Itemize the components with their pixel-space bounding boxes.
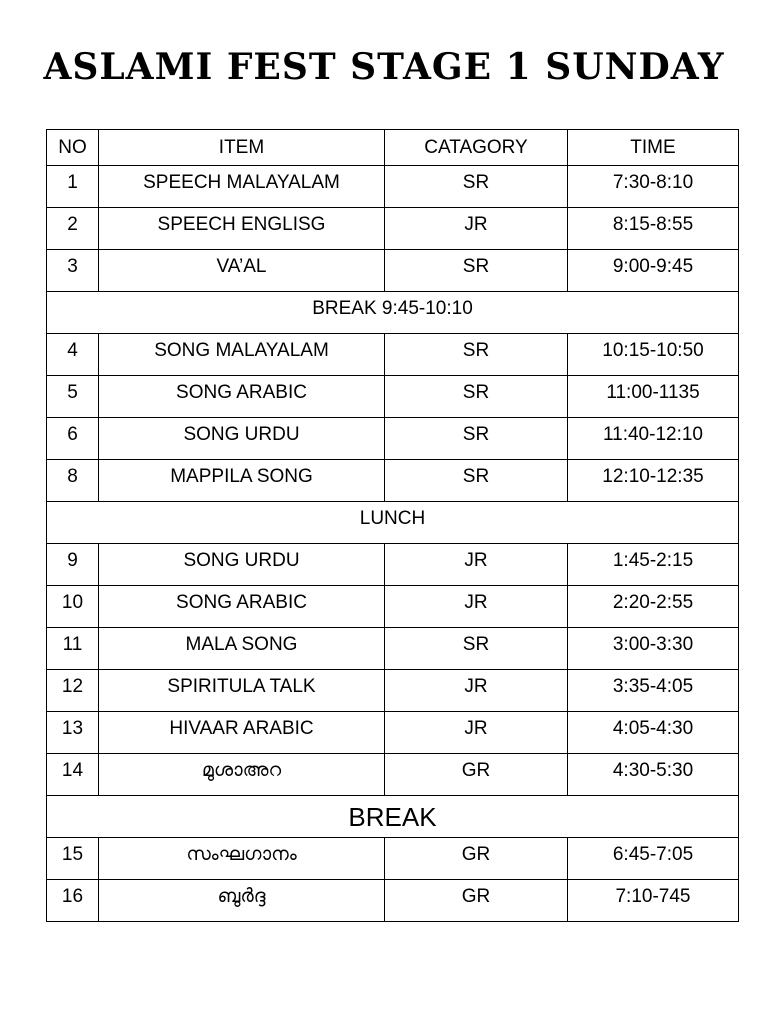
table-row: [47, 334, 739, 376]
row-item: MAPPILA SONG: [99, 460, 385, 502]
row-no: 15: [47, 838, 99, 880]
row-no: 1: [47, 166, 99, 208]
table-row: [47, 628, 739, 670]
row-category: SR: [385, 376, 568, 418]
row-no: 11: [47, 628, 99, 670]
row-category: SR: [385, 418, 568, 460]
row-no: 14: [47, 754, 99, 796]
row-category: JR: [385, 544, 568, 586]
row-item: SONG URDU: [99, 544, 385, 586]
table-row: [47, 166, 739, 208]
row-item: സംഘഗാനം: [99, 838, 385, 880]
row-no: 16: [47, 880, 99, 922]
row-no: 2: [47, 208, 99, 250]
row-item: SPIRITULA TALK: [99, 670, 385, 712]
lunch-label: LUNCH: [47, 502, 739, 544]
row-time: 11:40-12:10: [568, 418, 739, 460]
row-category: GR: [385, 838, 568, 880]
row-item: ബുർദ്ദ: [99, 880, 385, 922]
row-item: SONG ARABIC: [99, 376, 385, 418]
row-time: 4:05-4:30: [568, 712, 739, 754]
table-row: [47, 712, 739, 754]
row-time: 4:30-5:30: [568, 754, 739, 796]
table-row: [47, 376, 739, 418]
table-row: [47, 418, 739, 460]
row-no: 9: [47, 544, 99, 586]
break-row: [47, 502, 739, 544]
table-row: [47, 250, 739, 292]
row-category: SR: [385, 460, 568, 502]
row-time: 7:10-745: [568, 880, 739, 922]
row-no: 6: [47, 418, 99, 460]
row-time: 2:20-2:55: [568, 586, 739, 628]
row-category: JR: [385, 586, 568, 628]
row-no: 4: [47, 334, 99, 376]
break-row: [47, 292, 739, 334]
row-time: 1:45-2:15: [568, 544, 739, 586]
row-item: SONG ARABIC: [99, 586, 385, 628]
header-item: ITEM: [99, 130, 385, 166]
break-row: [47, 796, 739, 838]
row-item: SPEECH ENGLISG: [99, 208, 385, 250]
row-time: 8:15-8:55: [568, 208, 739, 250]
row-no: 5: [47, 376, 99, 418]
row-category: JR: [385, 670, 568, 712]
break-label: BREAK: [47, 796, 739, 838]
row-time: 9:00-9:45: [568, 250, 739, 292]
row-no: 13: [47, 712, 99, 754]
row-item: മുശാഅറ: [99, 754, 385, 796]
row-item: HIVAAR ARABIC: [99, 712, 385, 754]
table-row: [47, 838, 739, 880]
header-no: NO: [47, 130, 99, 166]
row-time: 12:10-12:35: [568, 460, 739, 502]
row-category: JR: [385, 208, 568, 250]
row-no: 8: [47, 460, 99, 502]
table-row: [47, 208, 739, 250]
table-row: [47, 544, 739, 586]
row-item: MALA SONG: [99, 628, 385, 670]
row-time: 11:00-1135: [568, 376, 739, 418]
row-category: SR: [385, 166, 568, 208]
row-time: 3:00-3:30: [568, 628, 739, 670]
row-item: SONG MALAYALAM: [99, 334, 385, 376]
row-no: 10: [47, 586, 99, 628]
header-time: TIME: [568, 130, 739, 166]
table-row: [47, 586, 739, 628]
break-label: BREAK 9:45-10:10: [47, 292, 739, 334]
row-category: GR: [385, 754, 568, 796]
schedule-table: [46, 129, 739, 922]
page-title: ASLAMI FEST STAGE 1 SUNDAY: [43, 46, 725, 88]
row-no: 3: [47, 250, 99, 292]
row-time: 10:15-10:50: [568, 334, 739, 376]
row-category: JR: [385, 712, 568, 754]
header-category: CATAGORY: [385, 130, 568, 166]
row-category: SR: [385, 628, 568, 670]
row-time: 6:45-7:05: [568, 838, 739, 880]
table-header-row: [47, 130, 739, 166]
row-time: 7:30-8:10: [568, 166, 739, 208]
table-row: [47, 880, 739, 922]
row-category: GR: [385, 880, 568, 922]
row-category: SR: [385, 334, 568, 376]
row-item: SONG URDU: [99, 418, 385, 460]
row-category: SR: [385, 250, 568, 292]
table-row: [47, 670, 739, 712]
table-row: [47, 754, 739, 796]
row-time: 3:35-4:05: [568, 670, 739, 712]
row-item: VA’AL: [99, 250, 385, 292]
row-no: 12: [47, 670, 99, 712]
row-item: SPEECH MALAYALAM: [99, 166, 385, 208]
table-row: [47, 460, 739, 502]
